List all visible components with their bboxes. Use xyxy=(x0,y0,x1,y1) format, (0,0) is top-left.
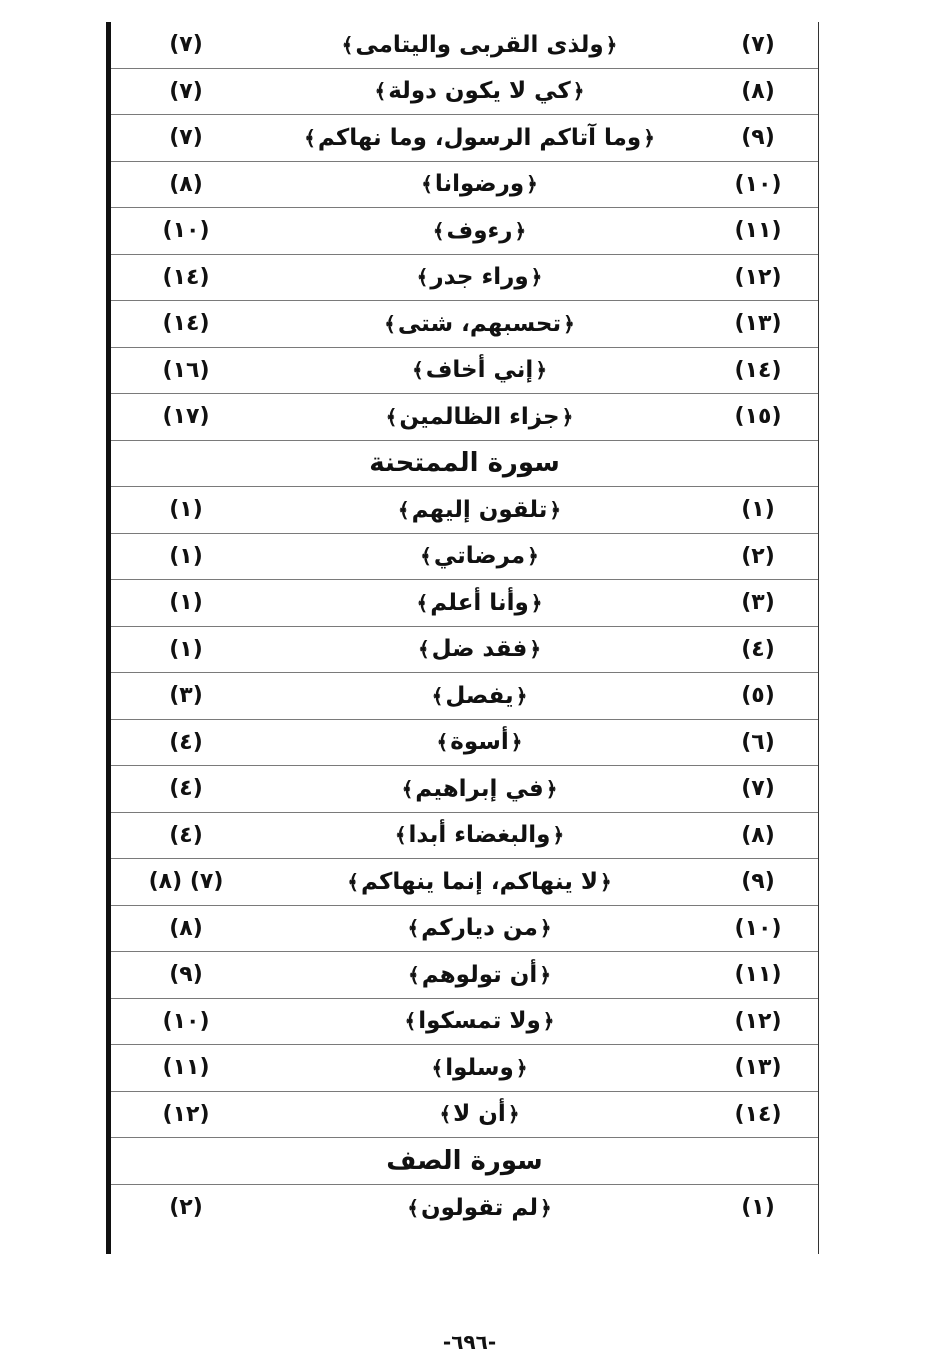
table-row xyxy=(111,394,818,441)
table-row xyxy=(111,627,818,674)
ornate-bracket-open: ﴿ xyxy=(540,1195,552,1220)
word-text: في إبراهيم xyxy=(415,775,544,802)
word-text: ولا تمسكوا xyxy=(418,1008,541,1035)
ornate-bracket-open: ﴿ xyxy=(549,497,562,522)
word-text: رءوف xyxy=(446,217,513,244)
word-text: وسلوا xyxy=(445,1054,514,1081)
surah-header-row xyxy=(111,1138,818,1185)
reference-cell: (٤) xyxy=(169,776,203,802)
entry-number-cell: (٤) xyxy=(741,636,775,662)
word-text: والبغضاء أبدا xyxy=(408,822,551,849)
reference-cell: (٨) xyxy=(169,171,203,197)
ornate-bracket-open: ﴿ xyxy=(527,544,539,569)
table-row xyxy=(111,487,818,534)
ornate-bracket-close: ﴾ xyxy=(416,265,429,290)
reference-cell: (١) xyxy=(169,590,203,616)
entry-number-cell: (٧) xyxy=(741,776,775,802)
ornate-bracket-open: ﴿ xyxy=(545,776,558,801)
ornate-bracket-open: ﴿ xyxy=(535,358,548,383)
ornate-bracket-close: ﴾ xyxy=(304,125,316,150)
word-cell xyxy=(261,301,698,347)
word-text: أسوة xyxy=(450,729,509,756)
ornate-bracket-open: ﴿ xyxy=(572,79,585,104)
ornate-bracket-open: ﴿ xyxy=(563,311,575,336)
table-row xyxy=(111,906,818,953)
entry-number-cell: (١٢) xyxy=(734,264,782,290)
entry-number-cell: (٥) xyxy=(741,683,775,709)
entry-number-cell: (١٤) xyxy=(734,1101,782,1127)
table-row xyxy=(111,952,818,999)
ornate-bracket-close: ﴾ xyxy=(347,869,360,894)
ornate-bracket-close: ﴾ xyxy=(436,730,449,755)
reference-cell: (٤) xyxy=(169,729,203,755)
table-row xyxy=(111,720,818,767)
table-row xyxy=(111,813,818,860)
ornate-bracket-close: ﴾ xyxy=(384,311,396,336)
word-cell xyxy=(261,1185,698,1232)
word-cell xyxy=(261,906,698,952)
ornate-bracket-open: ﴿ xyxy=(530,265,543,290)
word-cell xyxy=(261,208,698,254)
word-text: إني أخاف xyxy=(425,357,534,384)
table-row xyxy=(111,348,818,395)
entry-number-cell: (٧) xyxy=(741,32,775,58)
entry-number-cell: (٣) xyxy=(741,590,775,616)
word-text: تحسبهم، شتى xyxy=(397,310,562,337)
ornate-bracket-close: ﴾ xyxy=(439,1102,452,1127)
word-cell xyxy=(261,859,698,905)
entry-number-cell: (١) xyxy=(741,497,775,523)
ornate-bracket-close: ﴾ xyxy=(374,79,387,104)
reference-cell: (١٢) xyxy=(162,1101,210,1127)
reference-cell: (٧) xyxy=(169,125,203,151)
ornate-bracket-open: ﴿ xyxy=(530,590,543,615)
reference-cell: (١) xyxy=(169,543,203,569)
word-text: أن تولوهم xyxy=(421,961,538,988)
word-index-table xyxy=(106,22,819,1254)
ornate-bracket-close: ﴾ xyxy=(432,218,445,243)
ornate-bracket-close: ﴾ xyxy=(404,1009,417,1034)
reference-cell: (٣) xyxy=(169,683,203,709)
word-cell xyxy=(261,255,698,301)
word-text: وراء جدر xyxy=(430,264,529,291)
word-text: فقد ضل xyxy=(431,636,528,663)
ornate-bracket-open: ﴿ xyxy=(600,869,612,894)
word-cell xyxy=(261,69,698,115)
word-text: ولذى القربى واليتامى xyxy=(355,31,604,58)
entry-number-cell: (٨) xyxy=(741,78,775,104)
reference-cell: (١) xyxy=(169,497,203,523)
ornate-bracket-close: ﴾ xyxy=(394,823,407,848)
ornate-bracket-open: ﴿ xyxy=(605,32,618,57)
word-text: ورضوانا xyxy=(434,171,525,198)
entry-number-cell: (١٥) xyxy=(734,404,782,430)
ornate-bracket-open: ﴿ xyxy=(526,172,538,197)
entry-number-cell: (١٣) xyxy=(734,311,782,337)
reference-cell: (١٧) xyxy=(162,404,210,430)
reference-cell: (٩) xyxy=(169,962,203,988)
entry-number-cell: (٩) xyxy=(741,125,775,151)
table-row xyxy=(111,255,818,302)
entry-number-cell: (٦) xyxy=(741,729,775,755)
table-row xyxy=(111,1185,818,1232)
table-row xyxy=(111,208,818,255)
word-text: أن لا xyxy=(453,1101,506,1128)
ornate-bracket-open: ﴿ xyxy=(514,218,527,243)
reference-cell: (١٠) xyxy=(162,218,210,244)
word-text: لم تقولون xyxy=(421,1194,538,1221)
table-row xyxy=(111,999,818,1046)
reference-cell: (٧) (٨) xyxy=(148,869,224,895)
ornate-bracket-open: ﴿ xyxy=(561,404,574,429)
word-text: وأنا أعلم xyxy=(430,589,529,616)
word-cell xyxy=(261,487,698,533)
table-row xyxy=(111,115,818,162)
reference-cell: (٧) xyxy=(169,32,203,58)
word-cell xyxy=(261,952,698,998)
entry-number-cell: (٢) xyxy=(741,543,775,569)
entry-number-cell: (١٢) xyxy=(734,1008,782,1034)
ornate-bracket-close: ﴾ xyxy=(407,1195,420,1220)
word-text: يفصل xyxy=(445,682,514,709)
table-row xyxy=(111,859,818,906)
surah-title: سورة الصف xyxy=(386,1145,543,1176)
table-row xyxy=(111,534,818,581)
word-cell xyxy=(261,673,698,719)
ornate-bracket-close: ﴾ xyxy=(385,404,398,429)
reference-cell: (٤) xyxy=(169,822,203,848)
ornate-bracket-open: ﴿ xyxy=(552,823,565,848)
word-cell xyxy=(261,999,698,1045)
entry-number-cell: (١١) xyxy=(734,962,782,988)
ornate-bracket-open: ﴿ xyxy=(515,1055,528,1080)
table-row xyxy=(111,766,818,813)
ornate-bracket-close: ﴾ xyxy=(417,637,430,662)
ornate-bracket-close: ﴾ xyxy=(416,590,429,615)
word-cell xyxy=(261,580,698,626)
reference-cell: (١٤) xyxy=(162,311,210,337)
reference-cell: (٧) xyxy=(169,78,203,104)
entry-number-cell: (١٣) xyxy=(734,1055,782,1081)
reference-cell: (١١) xyxy=(162,1055,210,1081)
entry-number-cell: (١٠) xyxy=(734,171,782,197)
table-row xyxy=(111,1092,818,1139)
word-cell xyxy=(261,1045,698,1091)
ornate-bracket-close: ﴾ xyxy=(407,962,420,987)
word-cell xyxy=(261,534,698,580)
ornate-bracket-open: ﴿ xyxy=(507,1102,520,1127)
surah-title: سورة الممتحنة xyxy=(369,448,560,479)
ornate-bracket-close: ﴾ xyxy=(397,497,410,522)
ornate-bracket-close: ﴾ xyxy=(420,544,432,569)
table-row xyxy=(111,162,818,209)
word-text: كي لا يكون دولة xyxy=(388,78,571,105)
ornate-bracket-open: ﴿ xyxy=(515,683,528,708)
word-cell xyxy=(261,1092,698,1138)
word-text: جزاء الظالمين xyxy=(399,403,560,430)
word-cell xyxy=(261,115,698,161)
word-cell xyxy=(261,348,698,394)
word-text: لا ينهاكم، إنما ينهاكم xyxy=(361,868,598,895)
reference-cell: (١) xyxy=(169,636,203,662)
entry-number-cell: (١) xyxy=(741,1195,775,1221)
ornate-bracket-close: ﴾ xyxy=(401,776,414,801)
entry-number-cell: (١٠) xyxy=(734,915,782,941)
word-text: مرضاتي xyxy=(433,543,526,570)
ornate-bracket-close: ﴾ xyxy=(431,1055,444,1080)
word-text: من دياركم xyxy=(421,915,538,942)
ornate-bracket-open: ﴿ xyxy=(510,730,523,755)
ornate-bracket-open: ﴿ xyxy=(542,1009,555,1034)
page-number: -٦٩٦- xyxy=(442,1330,497,1354)
word-cell xyxy=(261,162,698,208)
table-row xyxy=(111,301,818,348)
word-cell xyxy=(261,394,698,440)
ornate-bracket-open: ﴿ xyxy=(643,125,655,150)
ornate-bracket-close: ﴾ xyxy=(341,32,354,57)
reference-cell: (١٠) xyxy=(162,1008,210,1034)
ornate-bracket-close: ﴾ xyxy=(407,916,420,941)
surah-header-row xyxy=(111,441,818,488)
word-cell xyxy=(261,813,698,859)
table-row xyxy=(111,69,818,116)
word-cell xyxy=(261,22,698,68)
word-cell xyxy=(261,720,698,766)
reference-cell: (١٤) xyxy=(162,264,210,290)
ornate-bracket-close: ﴾ xyxy=(421,172,433,197)
word-text: تلقون إليهم xyxy=(411,496,548,523)
word-cell xyxy=(261,627,698,673)
ornate-bracket-open: ﴿ xyxy=(529,637,542,662)
ornate-bracket-open: ﴿ xyxy=(539,962,552,987)
ornate-bracket-close: ﴾ xyxy=(431,683,444,708)
entry-number-cell: (٩) xyxy=(741,869,775,895)
table-row xyxy=(111,580,818,627)
word-text: وما آتاكم الرسول، وما نهاكم xyxy=(317,124,642,151)
table-row xyxy=(111,22,818,69)
table-row xyxy=(111,1045,818,1092)
table-row xyxy=(111,673,818,720)
word-cell xyxy=(261,766,698,812)
reference-cell: (٢) xyxy=(169,1195,203,1221)
entry-number-cell: (١٤) xyxy=(734,357,782,383)
ornate-bracket-close: ﴾ xyxy=(411,358,424,383)
reference-cell: (١٦) xyxy=(162,357,210,383)
reference-cell: (٨) xyxy=(169,915,203,941)
entry-number-cell: (٨) xyxy=(741,822,775,848)
ornate-bracket-open: ﴿ xyxy=(539,916,552,941)
entry-number-cell: (١١) xyxy=(734,218,782,244)
